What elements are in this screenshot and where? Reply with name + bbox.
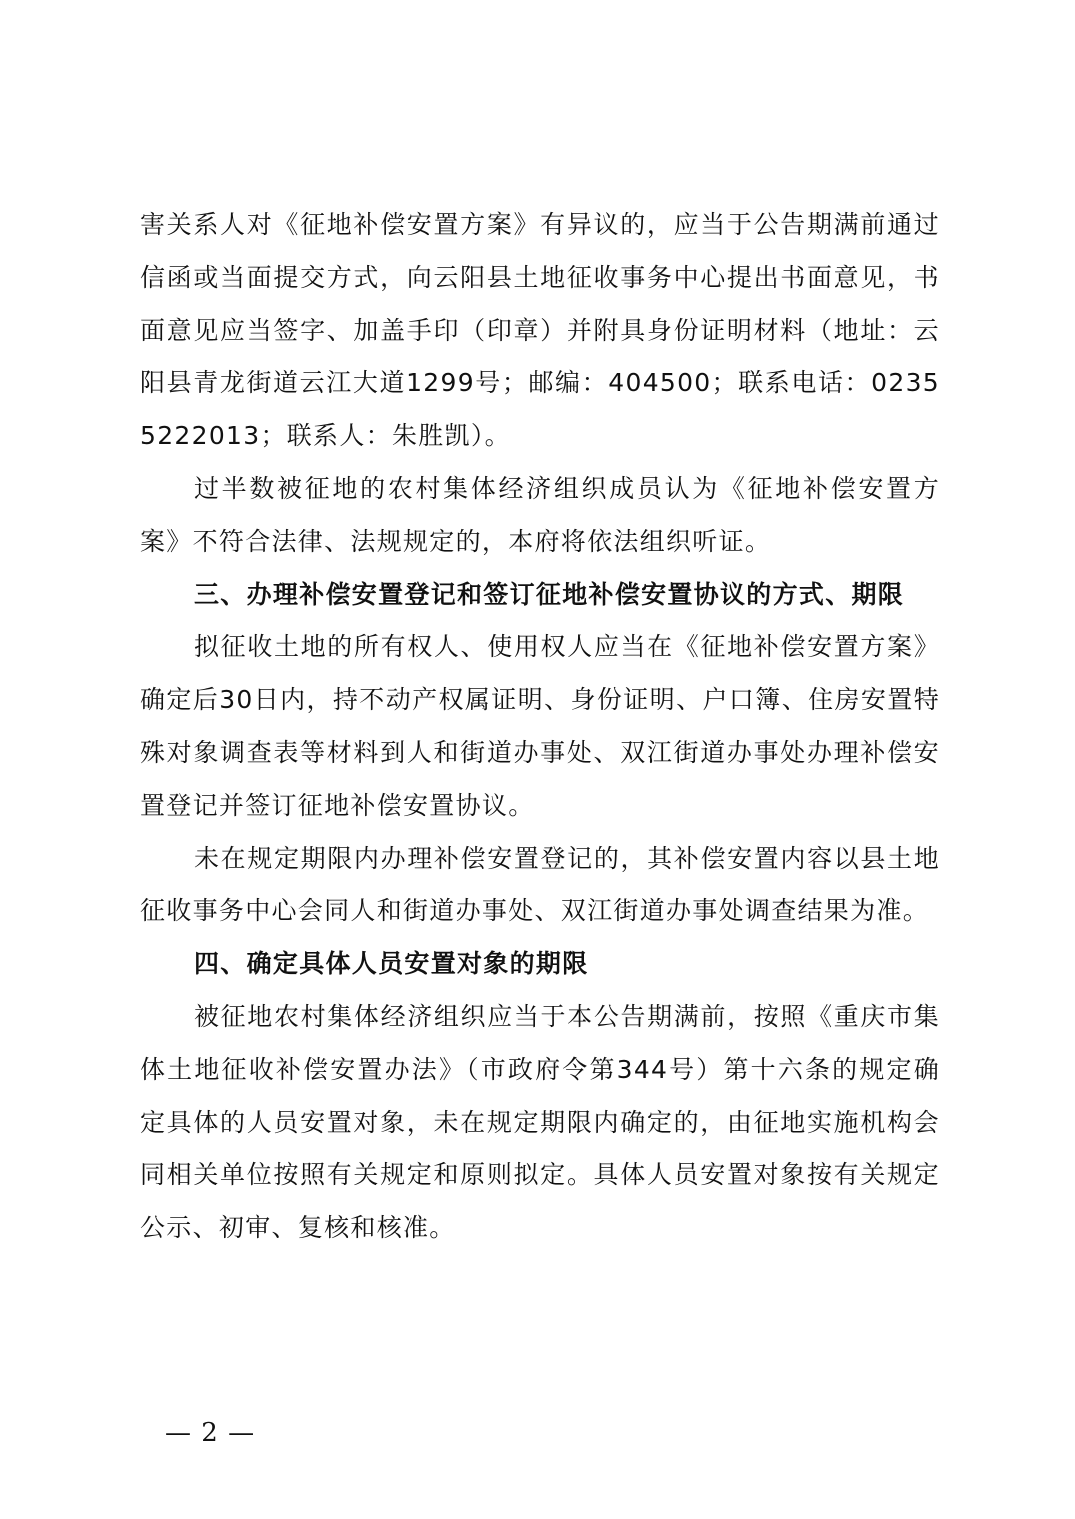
paragraph-objection-continuation: 害关系人对《征地补偿安置方案》有异议的，应当于公告期满前通过信函或当面提交方式，向云阳县土地征收事务中心提出书面意见，书面意见应当签字、加盖手印（印章）并附具身份证明材料（地址：云阳县青龙街道云江大道1299号；邮编：404500；联系电话：02355222013；联系人：朱胜凯）。 [140, 210, 940, 451]
page-number: — 2 — [165, 1418, 256, 1448]
paragraph-hearing: 过半数被征地的农村集体经济组织成员认为《征地补偿安置方案》不符合法律、法规规定的，本府将依法组织听证。 [140, 473, 940, 556]
section-heading-registration: 三、办理补偿安置登记和签订征地补偿安置协议的方式、期限 [194, 579, 905, 609]
section-heading-resettlement-deadline: 四、确定具体人员安置对象的期限 [194, 949, 589, 979]
document-body [140, 199, 940, 1255]
paragraph-unregistered: 未在规定期限内办理补偿安置登记的，其补偿安置内容以县土地征收事务中心会同人和街道办事处、双江街道办事处调查结果为准。 [140, 843, 940, 926]
paragraph-registration: 拟征收土地的所有权人、使用权人应当在《征地补偿安置方案》确定后30日内，持不动产权属证明、身份证明、户口簿、住房安置特殊对象调查表等材料到人和街道办事处、双江街道办事处办理补偿安置登记并签订征地补偿安置协议。 [140, 632, 940, 820]
paragraph-resettlement-objects: 被征地农村集体经济组织应当于本公告期满前，按照《重庆市集体土地征收补偿安置办法》（市政府令第344号）第十六条的规定确定具体的人员安置对象，未在规定期限内确定的，由征地实施机构会同相关单位按照有关规定和原则拟定。具体人员安置对象按有关规定公示、初审、复核和核准。 [140, 1001, 940, 1243]
